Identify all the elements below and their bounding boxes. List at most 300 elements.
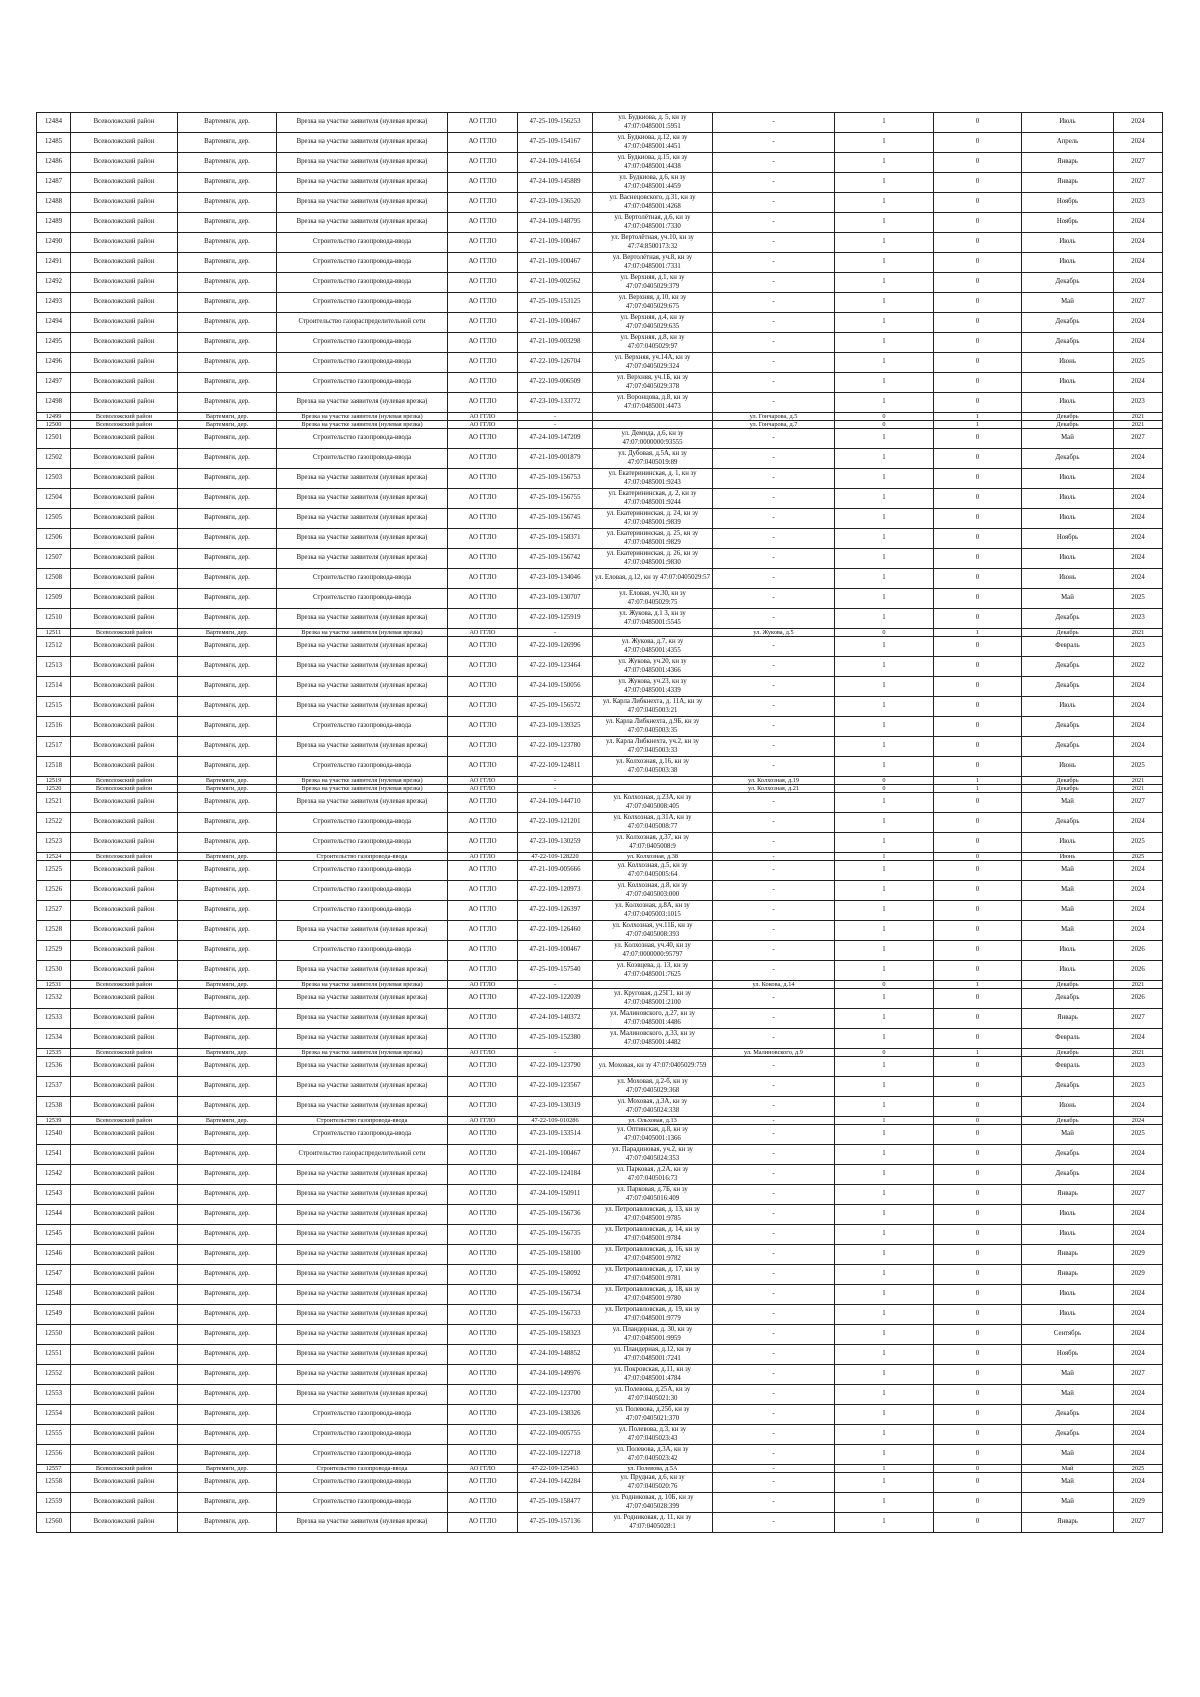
year-cell: 2025 (1114, 853, 1163, 861)
work-type-cell: Строительство газопровода-ввода (277, 253, 448, 273)
district-cell: Всеволожский район (71, 589, 178, 609)
work-type-cell: Врезка на участке заявителя (нулевая врезка) (277, 785, 448, 793)
extra-address-cell: - (713, 961, 835, 981)
address-cell: ул. Полевова, д.3А, кн зу 47:07:0405023:42 (593, 1445, 713, 1465)
year-cell: 2024 (1114, 213, 1163, 233)
organization-cell: АО ГГЛО (448, 677, 518, 697)
object-code-cell: - (518, 413, 593, 421)
work-type-cell: Строительство газопровода-ввода (277, 1125, 448, 1145)
count-b-cell: 0 (934, 1465, 1022, 1473)
work-type-cell: Строительство газопровода-ввода (277, 233, 448, 253)
month-cell: Июль (1022, 489, 1114, 509)
work-type-cell: Врезка на участке заявителя (нулевая врезка) (277, 1077, 448, 1097)
table-row (37, 1009, 1163, 1029)
work-type-cell: Врезка на участке заявителя (нулевая врезка) (277, 1245, 448, 1265)
organization-cell: АО ГГЛО (448, 193, 518, 213)
month-cell: Май (1022, 1365, 1114, 1385)
object-code-cell: 47-22-109-123567 (518, 1077, 593, 1097)
organization-cell: АО ГГЛО (448, 549, 518, 569)
count-b-cell: 0 (934, 637, 1022, 657)
address-cell: ул. Верхняя, д.1, кн зу 47:07:0405029:379 (593, 273, 713, 293)
table-row (37, 373, 1163, 393)
work-type-cell: Врезка на участке заявителя (нулевая врезка) (277, 393, 448, 413)
extra-address-cell: - (713, 737, 835, 757)
settlement-cell: Вартемяги, дер. (178, 549, 277, 569)
object-code-cell: 47-23-109-134046 (518, 569, 593, 589)
district-cell: Всеволожский район (71, 1465, 178, 1473)
district-cell: Всеволожский район (71, 353, 178, 373)
extra-address-cell: - (713, 569, 835, 589)
year-cell: 2027 (1114, 429, 1163, 449)
year-cell: 2024 (1114, 273, 1163, 293)
table-row (37, 589, 1163, 609)
row-number-cell: 12533 (37, 1009, 71, 1029)
table-row (37, 1185, 1163, 1205)
extra-address-cell: ул. Колхозная, д.21 (713, 785, 835, 793)
row-number-cell: 12512 (37, 637, 71, 657)
extra-address-cell: - (713, 113, 835, 133)
settlement-cell: Вартемяги, дер. (178, 717, 277, 737)
address-cell: ул. Вертолётная, уч.10, кн зу 47:74:8500173:32 (593, 233, 713, 253)
address-cell: ул. Екатерининская, д. 26, кн зу 47:07:0485001:9830 (593, 549, 713, 569)
settlement-cell: Вартемяги, дер. (178, 961, 277, 981)
count-b-cell: 1 (934, 1049, 1022, 1057)
extra-address-cell: - (713, 1225, 835, 1245)
year-cell: 2025 (1114, 833, 1163, 853)
table-row (37, 1097, 1163, 1117)
work-type-cell: Врезка на участке заявителя (нулевая врезка) (277, 657, 448, 677)
address-cell: ул. Верхняя, д.8, кн зу 47:07:0405029:97 (593, 333, 713, 353)
row-number-cell: 12558 (37, 1473, 71, 1493)
year-cell: 2024 (1114, 813, 1163, 833)
month-cell: Июль (1022, 469, 1114, 489)
address-cell: ул. Колхозная, д.31А, кн зу 47:07:0405008:77 (593, 813, 713, 833)
settlement-cell: Вартемяги, дер. (178, 1245, 277, 1265)
row-number-cell: 12484 (37, 113, 71, 133)
count-b-cell: 0 (934, 921, 1022, 941)
count-b-cell: 0 (934, 253, 1022, 273)
count-a-cell: 1 (835, 677, 934, 697)
organization-cell: АО ГГЛО (448, 373, 518, 393)
address-cell: ул. Парадиновая, уч.2, кн зу 47:07:0405024:353 (593, 1145, 713, 1165)
work-type-cell: Врезка на участке заявителя (нулевая врезка) (277, 1345, 448, 1365)
count-b-cell: 0 (934, 881, 1022, 901)
extra-address-cell: - (713, 921, 835, 941)
district-cell: Всеволожский район (71, 677, 178, 697)
table-row (37, 1513, 1163, 1533)
table-row (37, 1225, 1163, 1245)
settlement-cell: Вартемяги, дер. (178, 777, 277, 785)
address-cell: ул. Екатерининская, д. 25, кн зу 47:07:0485001:9829 (593, 529, 713, 549)
address-cell: ул. Верхняя, д.4, кн зу 47:07:0405029:635 (593, 313, 713, 333)
row-number-cell: 12496 (37, 353, 71, 373)
row-number-cell: 12515 (37, 697, 71, 717)
table-row (37, 1365, 1163, 1385)
count-a-cell: 1 (835, 737, 934, 757)
settlement-cell: Вартемяги, дер. (178, 853, 277, 861)
count-a-cell: 1 (835, 1165, 934, 1185)
year-cell: 2022 (1114, 657, 1163, 677)
organization-cell: АО ГГЛО (448, 961, 518, 981)
gasification-plan-table (36, 112, 1163, 1533)
year-cell: 2024 (1114, 489, 1163, 509)
work-type-cell: Врезка на участке заявителя (нулевая врезка) (277, 1185, 448, 1205)
district-cell: Всеволожский район (71, 1365, 178, 1385)
work-type-cell: Врезка на участке заявителя (нулевая врезка) (277, 1385, 448, 1405)
year-cell: 2023 (1114, 609, 1163, 629)
year-cell: 2025 (1114, 589, 1163, 609)
settlement-cell: Вартемяги, дер. (178, 1117, 277, 1125)
district-cell: Всеволожский район (71, 313, 178, 333)
settlement-cell: Вартемяги, дер. (178, 213, 277, 233)
object-code-cell: 47-25-109-153125 (518, 293, 593, 313)
month-cell: Ноябрь (1022, 213, 1114, 233)
month-cell: Июль (1022, 393, 1114, 413)
row-number-cell: 12524 (37, 853, 71, 861)
object-code-cell: 47-22-109-128220 (518, 853, 593, 861)
row-number-cell: 12518 (37, 757, 71, 777)
table-row (37, 637, 1163, 657)
count-b-cell: 0 (934, 313, 1022, 333)
object-code-cell: 47-25-109-157136 (518, 1513, 593, 1533)
organization-cell: АО ГГЛО (448, 1365, 518, 1385)
row-number-cell: 12529 (37, 941, 71, 961)
year-cell: 2029 (1114, 1245, 1163, 1265)
row-number-cell: 12548 (37, 1285, 71, 1305)
month-cell: Июль (1022, 941, 1114, 961)
address-cell: ул. Петропавловская, д. 17, кн зу 47:07:0485001:9781 (593, 1265, 713, 1285)
organization-cell: АО ГГЛО (448, 1029, 518, 1049)
year-cell: 2027 (1114, 1185, 1163, 1205)
year-cell: 2025 (1114, 1125, 1163, 1145)
count-b-cell: 0 (934, 813, 1022, 833)
count-b-cell: 0 (934, 133, 1022, 153)
count-a-cell: 1 (835, 813, 934, 833)
work-type-cell: Врезка на участке заявителя (нулевая врезка) (277, 697, 448, 717)
organization-cell: АО ГГЛО (448, 469, 518, 489)
row-number-cell: 12525 (37, 861, 71, 881)
object-code-cell: 47-24-109-150056 (518, 677, 593, 697)
organization-cell: АО ГГЛО (448, 133, 518, 153)
address-cell: ул. Верхняя, уч.1Б, кн зу 47:07:0405029:378 (593, 373, 713, 393)
work-type-cell: Строительство газопровода-ввода (277, 941, 448, 961)
extra-address-cell: - (713, 193, 835, 213)
year-cell: 2023 (1114, 1057, 1163, 1077)
count-a-cell: 0 (835, 629, 934, 637)
address-cell: ул. Верхняя, д.10, кн зу 47:07:0405029:675 (593, 293, 713, 313)
month-cell: Сентябрь (1022, 1325, 1114, 1345)
object-code-cell: 47-22-109-006509 (518, 373, 593, 393)
district-cell: Всеволожский район (71, 413, 178, 421)
count-b-cell: 0 (934, 901, 1022, 921)
organization-cell: АО ГГЛО (448, 657, 518, 677)
district-cell: Всеволожский район (71, 469, 178, 489)
extra-address-cell: - (713, 1325, 835, 1345)
month-cell: Январь (1022, 1185, 1114, 1205)
extra-address-cell: - (713, 1009, 835, 1029)
extra-address-cell: - (713, 393, 835, 413)
month-cell: Май (1022, 589, 1114, 609)
address-cell (593, 629, 713, 637)
settlement-cell: Вартемяги, дер. (178, 353, 277, 373)
year-cell: 2024 (1114, 569, 1163, 589)
district-cell: Всеволожский район (71, 1493, 178, 1513)
count-b-cell: 0 (934, 429, 1022, 449)
settlement-cell: Вартемяги, дер. (178, 989, 277, 1009)
count-a-cell: 1 (835, 901, 934, 921)
month-cell: Ноябрь (1022, 193, 1114, 213)
year-cell: 2024 (1114, 1205, 1163, 1225)
year-cell: 2027 (1114, 1009, 1163, 1029)
count-a-cell: 1 (835, 1465, 934, 1473)
settlement-cell: Вартемяги, дер. (178, 133, 277, 153)
extra-address-cell: - (713, 1425, 835, 1445)
work-type-cell: Врезка на участке заявителя (нулевая врезка) (277, 1165, 448, 1185)
district-cell: Всеволожский район (71, 989, 178, 1009)
count-a-cell: 1 (835, 1425, 934, 1445)
count-a-cell: 1 (835, 921, 934, 941)
district-cell: Всеволожский район (71, 1145, 178, 1165)
work-type-cell: Врезка на участке заявителя (нулевая врезка) (277, 1097, 448, 1117)
extra-address-cell: - (713, 1265, 835, 1285)
extra-address-cell: - (713, 1057, 835, 1077)
year-cell: 2024 (1114, 1445, 1163, 1465)
work-type-cell: Врезка на участке заявителя (нулевая врезка) (277, 981, 448, 989)
count-b-cell: 0 (934, 1057, 1022, 1077)
row-number-cell: 12552 (37, 1365, 71, 1385)
month-cell: Май (1022, 861, 1114, 881)
work-type-cell: Строительство газопровода-ввода (277, 1493, 448, 1513)
year-cell: 2024 (1114, 333, 1163, 353)
count-b-cell: 1 (934, 981, 1022, 989)
table-row (37, 293, 1163, 313)
year-cell: 2024 (1114, 1097, 1163, 1117)
work-type-cell: Строительство газопровода-ввода (277, 293, 448, 313)
extra-address-cell: - (713, 273, 835, 293)
settlement-cell: Вартемяги, дер. (178, 901, 277, 921)
row-number-cell: 12539 (37, 1117, 71, 1125)
table-row (37, 469, 1163, 489)
count-a-cell: 1 (835, 1245, 934, 1265)
settlement-cell: Вартемяги, дер. (178, 1009, 277, 1029)
object-code-cell: 47-25-109-156253 (518, 113, 593, 133)
table-row (37, 1205, 1163, 1225)
table-row (37, 1405, 1163, 1425)
table-row (37, 793, 1163, 813)
year-cell: 2023 (1114, 1077, 1163, 1097)
district-cell: Всеволожский район (71, 1225, 178, 1245)
work-type-cell: Врезка на участке заявителя (нулевая врезка) (277, 213, 448, 233)
organization-cell: АО ГГЛО (448, 777, 518, 785)
row-number-cell: 12544 (37, 1205, 71, 1225)
extra-address-cell: - (713, 589, 835, 609)
address-cell: ул. Еловая, д.12, кн зу 47:07:0405029:57 (593, 569, 713, 589)
table-row (37, 213, 1163, 233)
object-code-cell: 47-22-109-126996 (518, 637, 593, 657)
address-cell: ул. Колхозная, д.23А, кн зу 47:07:0405008:405 (593, 793, 713, 813)
object-code-cell: 47-22-109-125919 (518, 609, 593, 629)
year-cell: 2024 (1114, 373, 1163, 393)
object-code-cell: 47-23-109-130259 (518, 833, 593, 853)
count-a-cell: 1 (835, 1285, 934, 1305)
object-code-cell: 47-25-109-158477 (518, 1493, 593, 1513)
organization-cell: АО ГГЛО (448, 717, 518, 737)
count-a-cell: 1 (835, 193, 934, 213)
table-row (37, 113, 1163, 133)
extra-address-cell: ул. Колхозная, д.19 (713, 777, 835, 785)
address-cell: ул. Полевова, д.3, кн зу 47:07:0405023:43 (593, 1425, 713, 1445)
extra-address-cell: - (713, 901, 835, 921)
count-b-cell: 0 (934, 1305, 1022, 1325)
year-cell: 2024 (1114, 313, 1163, 333)
row-number-cell: 12527 (37, 901, 71, 921)
organization-cell: АО ГГЛО (448, 1245, 518, 1265)
count-b-cell: 0 (934, 1473, 1022, 1493)
district-cell: Всеволожский район (71, 861, 178, 881)
object-code-cell: 47-25-109-154167 (518, 133, 593, 153)
organization-cell: АО ГГЛО (448, 233, 518, 253)
work-type-cell: Строительство газопровода-ввода (277, 757, 448, 777)
table-row (37, 133, 1163, 153)
object-code-cell: 47-23-109-139325 (518, 717, 593, 737)
count-a-cell: 1 (835, 1029, 934, 1049)
year-cell: 2024 (1114, 449, 1163, 469)
row-number-cell: 12556 (37, 1445, 71, 1465)
organization-cell: АО ГГЛО (448, 861, 518, 881)
settlement-cell: Вартемяги, дер. (178, 1225, 277, 1245)
object-code-cell: 47-24-109-145889 (518, 173, 593, 193)
table-row (37, 393, 1163, 413)
district-cell: Всеволожский район (71, 1117, 178, 1125)
row-number-cell: 12540 (37, 1125, 71, 1145)
count-b-cell: 0 (934, 677, 1022, 697)
count-a-cell: 1 (835, 1493, 934, 1513)
settlement-cell: Вартемяги, дер. (178, 293, 277, 313)
organization-cell: АО ГГЛО (448, 333, 518, 353)
district-cell: Всеволожский район (71, 569, 178, 589)
table-row (37, 989, 1163, 1009)
organization-cell: АО ГГЛО (448, 941, 518, 961)
row-number-cell: 12523 (37, 833, 71, 853)
year-cell: 2021 (1114, 421, 1163, 429)
address-cell: ул. Жукова, д.1 3, кн зу 47:07:0485001:5545 (593, 609, 713, 629)
month-cell: Январь (1022, 1009, 1114, 1029)
table-row (37, 333, 1163, 353)
count-b-cell: 0 (934, 1077, 1022, 1097)
month-cell: Декабрь (1022, 1049, 1114, 1057)
work-type-cell: Строительство газопровода-ввода (277, 333, 448, 353)
district-cell: Всеволожский район (71, 529, 178, 549)
table-row (37, 549, 1163, 569)
work-type-cell: Строительство газопровода-ввода (277, 881, 448, 901)
organization-cell: АО ГГЛО (448, 153, 518, 173)
work-type-cell: Врезка на участке заявителя (нулевая врезка) (277, 637, 448, 657)
organization-cell: АО ГГЛО (448, 1049, 518, 1057)
table-row (37, 1057, 1163, 1077)
row-number-cell: 12521 (37, 793, 71, 813)
year-cell: 2024 (1114, 677, 1163, 697)
year-cell: 2024 (1114, 1325, 1163, 1345)
work-type-cell: Врезка на участке заявителя (нулевая врезка) (277, 777, 448, 785)
year-cell: 2024 (1114, 921, 1163, 941)
organization-cell: АО ГГЛО (448, 113, 518, 133)
work-type-cell: Строительство газопровода-ввода (277, 853, 448, 861)
object-code-cell: 47-24-109-147209 (518, 429, 593, 449)
object-code-cell: - (518, 981, 593, 989)
work-type-cell: Врезка на участке заявителя (нулевая врезка) (277, 1305, 448, 1325)
object-code-cell: 47-25-109-156745 (518, 509, 593, 529)
extra-address-cell: - (713, 989, 835, 1009)
table-row (37, 1265, 1163, 1285)
month-cell: Июль (1022, 1205, 1114, 1225)
year-cell: 2027 (1114, 293, 1163, 313)
extra-address-cell: - (713, 213, 835, 233)
extra-address-cell: - (713, 1473, 835, 1493)
object-code-cell: 47-22-109-123790 (518, 1057, 593, 1077)
settlement-cell: Вартемяги, дер. (178, 1185, 277, 1205)
month-cell: Май (1022, 881, 1114, 901)
work-type-cell: Строительство газопровода-ввода (277, 589, 448, 609)
month-cell: Июль (1022, 833, 1114, 853)
count-b-cell: 0 (934, 1029, 1022, 1049)
year-cell: 2029 (1114, 1265, 1163, 1285)
count-b-cell: 0 (934, 569, 1022, 589)
district-cell: Всеволожский район (71, 133, 178, 153)
address-cell: ул. Коэвцева, д. 13, кн зу 47:07:0485001:7625 (593, 961, 713, 981)
district-cell: Всеволожский район (71, 1513, 178, 1533)
year-cell: 2024 (1114, 881, 1163, 901)
object-code-cell: 47-22-109-123780 (518, 737, 593, 757)
object-code-cell: 47-22-109-010286 (518, 1117, 593, 1125)
year-cell: 2027 (1114, 1513, 1163, 1533)
table-row (37, 509, 1163, 529)
count-a-cell: 1 (835, 293, 934, 313)
count-a-cell: 1 (835, 1097, 934, 1117)
row-number-cell: 12553 (37, 1385, 71, 1405)
organization-cell: АО ГГЛО (448, 737, 518, 757)
row-number-cell: 12542 (37, 1165, 71, 1185)
address-cell: ул. Будкиова, д.15, кн зу 47:07:0485001:4438 (593, 153, 713, 173)
count-a-cell: 1 (835, 833, 934, 853)
extra-address-cell: - (713, 373, 835, 393)
count-a-cell: 1 (835, 469, 934, 489)
organization-cell: АО ГГЛО (448, 489, 518, 509)
work-type-cell: Врезка на участке заявителя (нулевая врезка) (277, 193, 448, 213)
settlement-cell: Вартемяги, дер. (178, 1513, 277, 1533)
object-code-cell: - (518, 785, 593, 793)
object-code-cell: 47-22-109-126704 (518, 353, 593, 373)
organization-cell: АО ГГЛО (448, 813, 518, 833)
settlement-cell: Вартемяги, дер. (178, 193, 277, 213)
month-cell: Май (1022, 293, 1114, 313)
district-cell: Всеволожский район (71, 1029, 178, 1049)
organization-cell: АО ГГЛО (448, 697, 518, 717)
organization-cell: АО ГГЛО (448, 293, 518, 313)
row-number-cell: 12546 (37, 1245, 71, 1265)
row-number-cell: 12490 (37, 233, 71, 253)
work-type-cell: Врезка на участке заявителя (нулевая врезка) (277, 133, 448, 153)
count-b-cell: 0 (934, 861, 1022, 881)
work-type-cell: Врезка на участке заявителя (нулевая врезка) (277, 549, 448, 569)
count-a-cell: 1 (835, 589, 934, 609)
extra-address-cell: ул. Гончарова, д.7 (713, 421, 835, 429)
work-type-cell: Строительство газопровода-ввода (277, 1117, 448, 1125)
district-cell: Всеволожский район (71, 941, 178, 961)
row-number-cell: 12522 (37, 813, 71, 833)
row-number-cell: 12519 (37, 777, 71, 785)
address-cell: ул. Круговая, д.25Г1, кн зу 47:07:0485001:2100 (593, 989, 713, 1009)
table-row (37, 1465, 1163, 1473)
